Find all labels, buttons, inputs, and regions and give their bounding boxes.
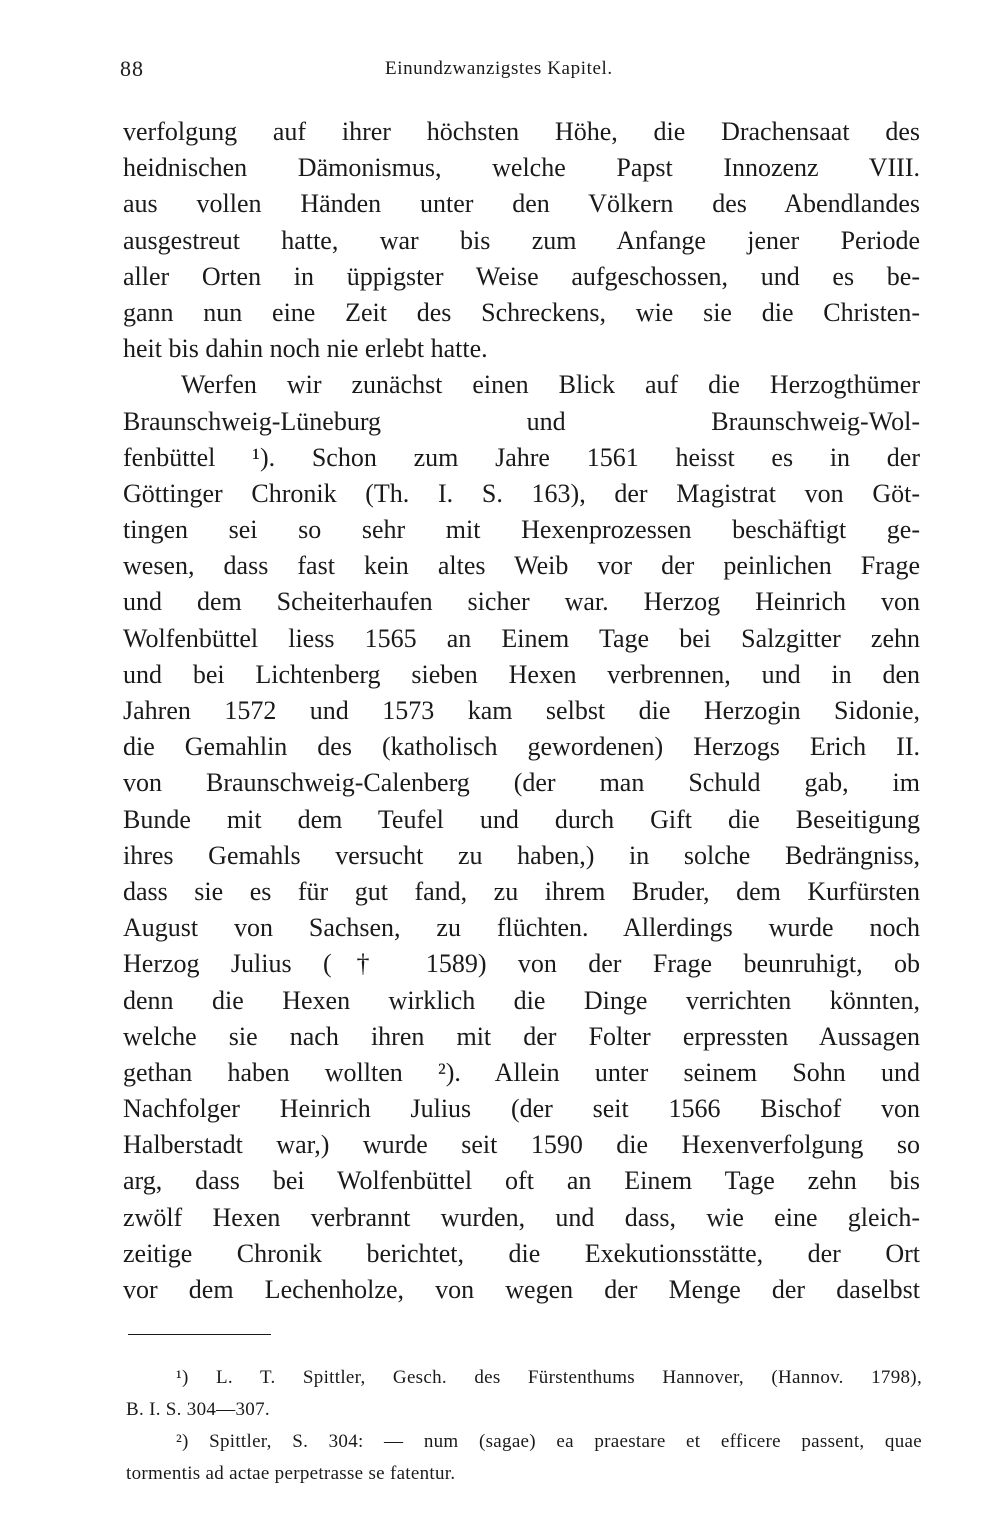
text-line: Wolfenbüttel liess 1565 an Einem Tage bei Salzgitter zehn	[123, 623, 920, 653]
footnote-line: ¹) L. T. Spittler, Gesch. des Fürstenthums Hannover, (Hannov. 1798),	[176, 1367, 922, 1388]
text-line: zwölf Hexen verbrannt wurden, und dass, wie eine gleich-	[123, 1202, 920, 1232]
text-line: wesen, dass fast kein altes Weib vor der peinlichen Frage	[123, 551, 920, 581]
running-head: Einundzwanzigstes Kapitel.	[385, 58, 613, 79]
text-line: tingen sei so sehr mit Hexenprozessen beschäftigt ge-	[123, 515, 920, 545]
text-line: gann nun eine Zeit des Schreckens, wie sie die Christen-	[123, 297, 920, 327]
text-line: vor dem Lechenholze, von wegen der Menge der daselbst	[123, 1275, 920, 1304]
text-line: heidnischen Dämonismus, welche Papst Innozenz VIII.	[123, 153, 920, 183]
text-line: ausgestreut hatte, war bis zum Anfange jener Periode	[123, 225, 920, 255]
text-line: Werfen wir zunächst einen Blick auf die Herzogthümer	[181, 370, 920, 400]
text-line: fenbüttel ¹). Schon zum Jahre 1561 heisst es in der	[123, 442, 920, 472]
text-line: aller Orten in üppigster Weise aufgeschossen, und es be-	[123, 261, 920, 291]
text-line: Herzog Julius († 1589) von der Frage beunruhigt, ob	[123, 949, 920, 979]
footnote-divider	[128, 1334, 271, 1335]
text-line: Halberstadt war,) wurde seit 1590 die Hexenverfolgung so	[123, 1130, 920, 1160]
text-line: gethan haben wollten ²). Allein unter seinem Sohn und	[123, 1057, 920, 1087]
footnote-line: B. I. S. 304—307.	[126, 1399, 270, 1420]
text-line: und dem Scheiterhaufen sicher war. Herzog Heinrich von	[123, 587, 920, 617]
footnote-line: ²) Spittler, S. 304: — num (sagae) ea praestare et efficere passent, quae	[176, 1431, 922, 1452]
text-line: Braunschweig-Lüneburg und Braunschweig-Wol-	[123, 406, 920, 436]
text-line: und bei Lichtenberg sieben Hexen verbrennen, und in den	[123, 659, 920, 689]
text-line: ihres Gemahls versucht zu haben,) in solche Bedrängniss,	[123, 840, 920, 870]
text-line: dass sie es für gut fand, zu ihrem Bruder, dem Kurfürsten	[123, 876, 920, 906]
footnote-line: tormentis ad actae perpetrasse se fatentur.	[126, 1463, 456, 1484]
text-line: Göttinger Chronik (Th. I. S. 163), der Magistrat von Göt-	[123, 478, 920, 508]
text-line: August von Sachsen, zu flüchten. Allerdings wurde noch	[123, 913, 920, 943]
text-line: Jahren 1572 und 1573 kam selbst die Herzogin Sidonie,	[123, 696, 920, 725]
page-number: 88	[120, 56, 144, 81]
text-line: arg, dass bei Wolfenbüttel oft an Einem Tage zehn bis	[123, 1166, 920, 1196]
text-line: zeitige Chronik berichtet, die Exekutionsstätte, der Ort	[123, 1238, 920, 1268]
text-line: verfolgung auf ihrer höchsten Höhe, die Drachensaat des	[123, 117, 920, 146]
body-text	[123, 114, 920, 1308]
footnotes	[126, 1362, 922, 1490]
page-header	[120, 56, 920, 88]
text-line: Nachfolger Heinrich Julius (der seit 1566 Bischof von	[123, 1094, 920, 1124]
text-line: welche sie nach ihren mit der Folter erpressten Aussagen	[123, 1021, 920, 1051]
text-line: heit bis dahin noch nie erlebt hatte.	[123, 334, 488, 364]
text-line: Bunde mit dem Teufel und durch Gift die Beseitigung	[123, 804, 920, 834]
text-line: aus vollen Händen unter den Völkern des Abendlandes	[123, 189, 920, 219]
text-line: von Braunschweig-Calenberg (der man Schuld gab, im	[123, 768, 920, 798]
text-line: die Gemahlin des (katholisch gewordenen) Herzogs Erich II.	[123, 732, 920, 762]
text-line: denn die Hexen wirklich die Dinge verrichten könnten,	[123, 985, 920, 1015]
